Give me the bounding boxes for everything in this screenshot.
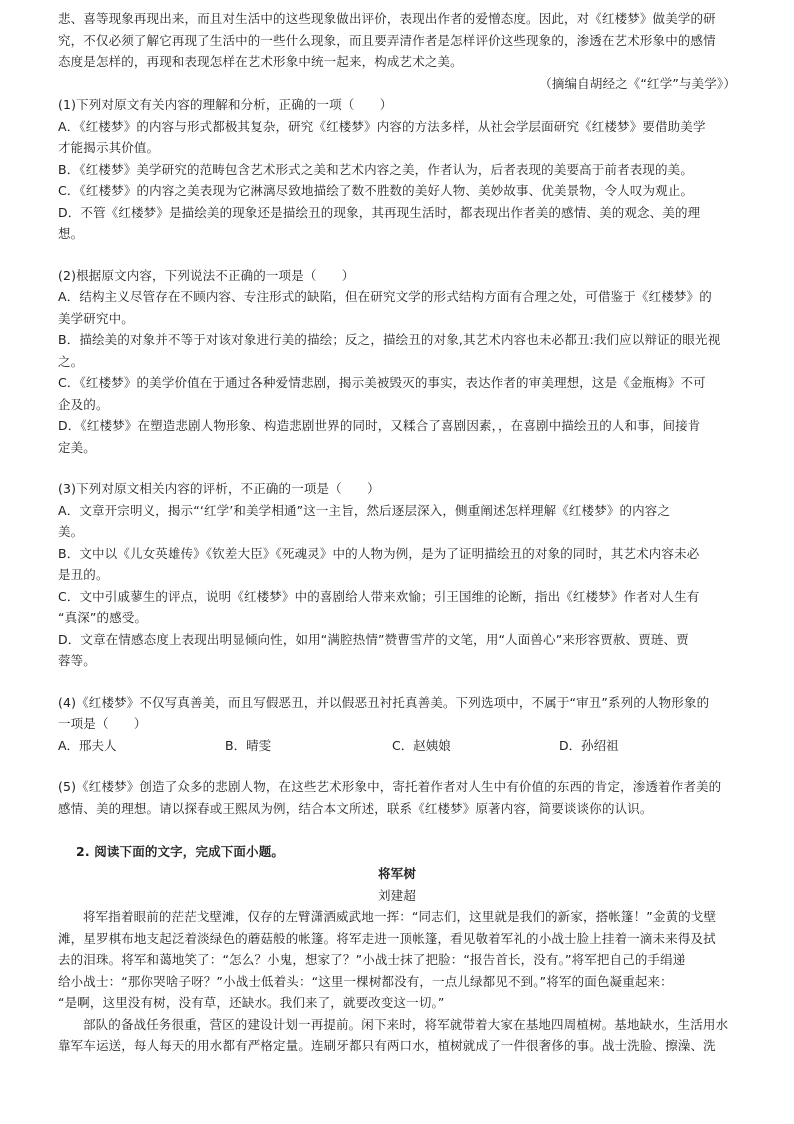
option-line: B．《红楼梦》美学研究的范畴包含艺术形式之美和艺术内容之美，作者认为，后者表现的美要高于前者表现的美。 [58,161,693,177]
option-line: C．《红楼梦》的内容之美表现为它淋漓尽致地描绘了数不胜数的美好人物、美妙故事、优美景物，令人叹为观止。 [58,183,694,198]
story-author: 刘建超 [378,887,416,903]
option-d: D．孙绍祖 [559,737,619,753]
option-line: 才能揭示其价值。 [58,140,160,155]
option-line: A．结构主义尽管存在不顾内容、专注形式的缺陷，但在研究文学的形式结构方面有合理之处，可借鉴于《红楼梦》的 [58,289,712,304]
text-line: 悲、喜等现象再现出来，而且对生活中的这些现象做出评价，表现出作者的爱憎态度。因此，对《红楼梦》做美学的研 [58,11,716,26]
question-stem: (4)《红楼梦》不仅写真善美，而且写假恶丑，并以假恶丑衬托真善美。下列选项中，不属于“审丑”系列的人物形象的 [58,694,710,710]
question-3 [58,478,736,672]
option-line: 蓉等。 [58,653,96,668]
option-line: “真深”的感受。 [58,610,148,625]
story-title: 将军树 [378,866,416,881]
option-b: B．晴雯 [225,737,272,753]
spacer [58,458,736,478]
option-a: A．邢夫人 [58,737,117,753]
option-line: D．不管《红楼梦》是描绘美的现象还是描绘丑的现象，其再现生活时，都表现出作者美的感情、美的观念、美的理 [58,204,701,220]
option-line: 定美。 [58,439,96,455]
option-line: 是丑的。 [58,567,109,582]
text-line: “是啊，这里没有树，没有草，还缺水。我们来了，就要改变这一切。” [58,995,445,1010]
option-line: A．《红楼梦》的内容与形式都极其复杂，研究《红楼梦》内容的方法多样，从社会学层面研究《红楼梦》要借助美学 [58,118,706,134]
option-line: C．文中引戚蓼生的评点，说明《红楼梦》中的喜剧给人带来欢愉；引王国维的论断，指出《红楼梦》作者对人生有 [58,588,700,604]
option-line: 美学研究中。 [58,310,134,326]
text-line: 态度是怎样的，再现和表现怎样在艺术形象中统一起来，构成艺术之美。 [58,54,463,69]
option-line: B．描绘美的对象并不等于对该对象进行美的描绘；反之，描绘丑的对象,其艺术内容也未必都丑:我们应以辩证的眼光视 [58,332,721,347]
option-line: 企及的。 [58,396,109,412]
spacer [58,819,736,839]
text-line: 给小战士：“那你哭啥子呀？”小战士低着头：“这里一棵树都没有，一点儿绿都见不到。”将军的面色凝重起来： [58,973,673,989]
source-citation: （摘编自胡经之《“红学”与美学》） [539,75,736,91]
text-line: 滩，星罗棋布地支起泛着淡绿色的蘑菇般的帐篷。将军走进一顶帐篷，看见敬着军礼的小战士脸上挂着一滴未来得及拭 [58,930,716,946]
option-row [58,735,736,757]
text-line: 部队的备战任务很重，营区的建设计划一再提前。闲下来时，将军就带着大家在基地四周植树。基地缺水，生活用水 [83,1016,729,1032]
question-stem: (5)《红楼梦》创造了众多的悲剧人物，在这些艺术形象中，寄托着作者对人生中有价值的东西的肯定，渗透着作者美的 [58,779,722,794]
spacer [58,672,736,692]
section-2 [58,841,736,1057]
question-stem: 感情、美的理想。请以探春或王熙凤为例，结合本文所述，联系《红楼梦》原著内容，简要谈谈你的认识。 [58,800,653,816]
option-line: B．文中以《儿女英雄传》《钦差大臣》《死魂灵》中的人物为例，是为了证明描绘丑的对象的同时，其艺术内容未必 [58,545,700,561]
option-line: 之。 [58,353,84,369]
question-stem: (3)下列对原文相关内容的评析，不正确的一项是（ ） [58,481,380,496]
option-line: A．文章开宗明义，揭示“‘红学’和美学相通”这一主旨，然后逐层深入，侧重阐述怎样理解《红楼梦》的内容之 [58,502,671,518]
question-stem: (2)根据原文内容，下列说法不正确的一项是（ ） [58,267,355,283]
option-line: C．《红楼梦》的美学价值在于通过各种爱情悲剧，揭示美被毁灭的事实，表达作者的审美理想，这是《金瓶梅》不可 [58,375,706,390]
text-line: 究，不仅必须了解它再现了生活中的一些什么现象，而且要弄清作者是怎样评价这些现象的，渗透在艺术形象中的感情 [58,32,716,48]
option-c: C．赵姨娘 [392,737,451,753]
text-line: 靠军车运送，每人每天的用水都有严格定量。连刷牙都只有两口水，植树就成了一件很奢侈的事。战士洗脸、擦澡、洗 [58,1038,716,1053]
text-line: 将军指着眼前的茫茫戈壁滩，仅存的左臂潇洒威武地一挥：“同志们，这里就是我们的新家，搭帐篷！”金黄的戈壁 [83,909,717,924]
text-line: 去的泪珠。将军和蔼地笑了：“怎么？小鬼，想家了？”小战士抹了把脸：“报告首长，没有。”将军把自己的手绢递 [58,952,686,967]
spacer [58,756,736,776]
option-line: 美。 [58,524,84,539]
spacer [58,245,736,265]
section-heading: 2. 阅读下面的文字，完成下面小题。 [76,844,284,859]
option-line: D．文章在情感态度上表现出明显倾向性，如用“满腔热情”赞曹雪芹的文笔，用“人面兽心”来形容贾赦、贾琏、贾 [58,631,689,647]
question-2 [58,265,736,459]
passage-tail [58,8,736,94]
option-line: D．《红楼梦》在塑造悲剧人物形象、构造悲剧世界的同时，又糅合了喜剧因素，，在喜剧中描绘丑的人和事，间接肯 [58,418,701,433]
question-5 [58,776,736,819]
option-line: 想。 [58,226,84,241]
question-1 [58,94,736,245]
question-stem: (1)下列对原文有关内容的理解和分析，正确的一项（ ） [58,97,393,112]
question-stem: 一项是（ ） [58,716,147,731]
question-4 [58,692,736,757]
